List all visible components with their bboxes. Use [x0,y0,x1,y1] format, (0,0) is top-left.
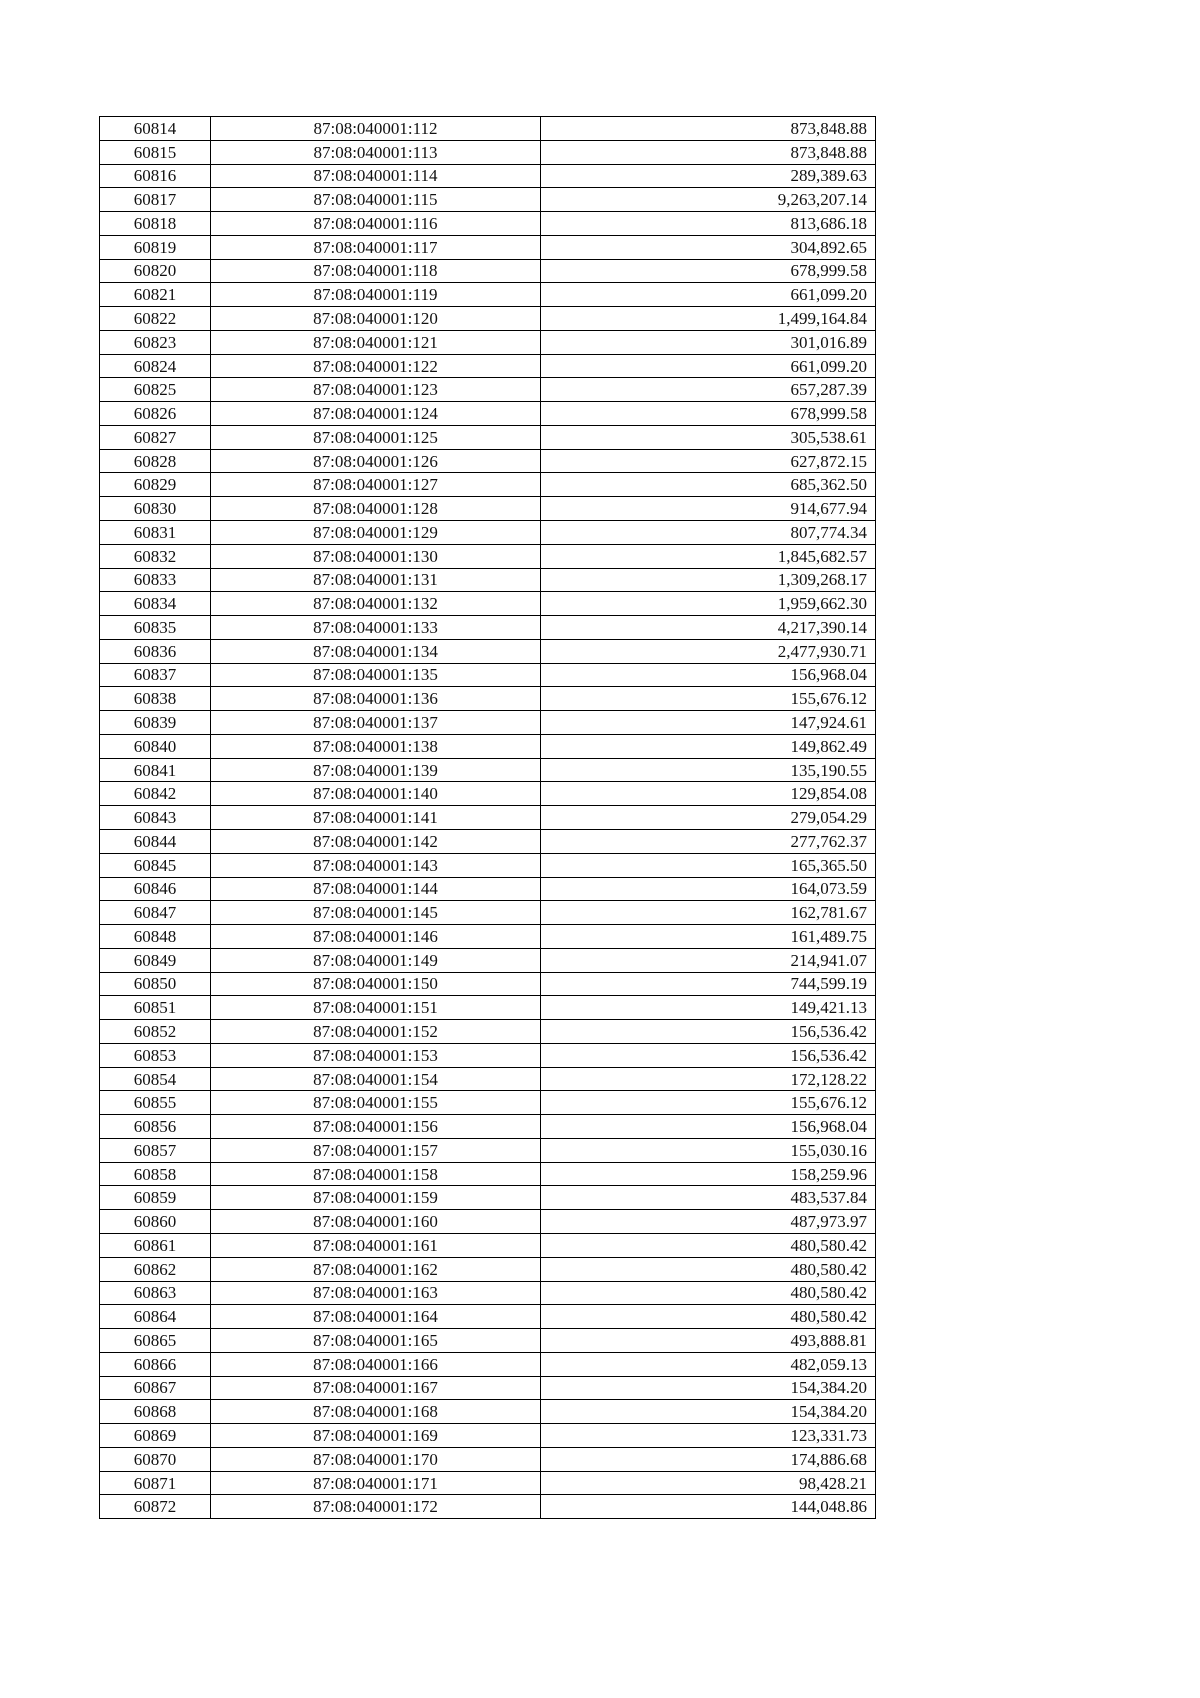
table-body [100,117,876,1519]
row-number-cell: 60859 [100,1186,211,1210]
table-row [100,829,876,853]
cadastral-number-cell: 87:08:040001:125 [211,425,541,449]
row-number-cell: 60818 [100,212,211,236]
cadastral-number-cell: 87:08:040001:146 [211,925,541,949]
cadastral-number-cell: 87:08:040001:137 [211,711,541,735]
table-row [100,1210,876,1234]
value-cell: 135,190.55 [541,758,876,782]
row-number-cell: 60829 [100,473,211,497]
value-cell: 914,677.94 [541,497,876,521]
row-number-cell: 60851 [100,996,211,1020]
table-row [100,259,876,283]
cadastral-value-table [99,116,876,1519]
value-cell: 873,848.88 [541,140,876,164]
table-row [100,1471,876,1495]
cadastral-number-cell: 87:08:040001:162 [211,1257,541,1281]
table-row [100,330,876,354]
cadastral-number-cell: 87:08:040001:126 [211,449,541,473]
cadastral-number-cell: 87:08:040001:152 [211,1020,541,1044]
cadastral-number-cell: 87:08:040001:127 [211,473,541,497]
cadastral-number-cell: 87:08:040001:123 [211,378,541,402]
row-number-cell: 60869 [100,1424,211,1448]
value-cell: 627,872.15 [541,449,876,473]
row-number-cell: 60817 [100,188,211,212]
table-row [100,354,876,378]
cadastral-number-cell: 87:08:040001:157 [211,1138,541,1162]
value-cell: 156,968.04 [541,663,876,687]
cadastral-number-cell: 87:08:040001:130 [211,544,541,568]
row-number-cell: 60872 [100,1495,211,1519]
row-number-cell: 60868 [100,1400,211,1424]
cadastral-number-cell: 87:08:040001:171 [211,1471,541,1495]
cadastral-number-cell: 87:08:040001:170 [211,1447,541,1471]
table-row [100,544,876,568]
cadastral-number-cell: 87:08:040001:118 [211,259,541,283]
table-row [100,140,876,164]
value-cell: 678,999.58 [541,259,876,283]
table-row [100,639,876,663]
table-row [100,877,876,901]
cadastral-number-cell: 87:08:040001:120 [211,307,541,331]
row-number-cell: 60837 [100,663,211,687]
row-number-cell: 60846 [100,877,211,901]
value-cell: 172,128.22 [541,1067,876,1091]
cadastral-number-cell: 87:08:040001:135 [211,663,541,687]
value-cell: 129,854.08 [541,782,876,806]
table-row [100,948,876,972]
row-number-cell: 60834 [100,592,211,616]
table-row [100,972,876,996]
cadastral-number-cell: 87:08:040001:132 [211,592,541,616]
row-number-cell: 60820 [100,259,211,283]
table-row [100,1257,876,1281]
value-cell: 4,217,390.14 [541,616,876,640]
cadastral-number-cell: 87:08:040001:163 [211,1281,541,1305]
table-row [100,1447,876,1471]
cadastral-number-cell: 87:08:040001:158 [211,1162,541,1186]
row-number-cell: 60856 [100,1115,211,1139]
row-number-cell: 60849 [100,948,211,972]
table-row [100,734,876,758]
table-row [100,235,876,259]
row-number-cell: 60845 [100,853,211,877]
row-number-cell: 60857 [100,1138,211,1162]
row-number-cell: 60861 [100,1233,211,1257]
value-cell: 289,389.63 [541,164,876,188]
cadastral-number-cell: 87:08:040001:150 [211,972,541,996]
row-number-cell: 60836 [100,639,211,663]
value-cell: 480,580.42 [541,1257,876,1281]
row-number-cell: 60866 [100,1352,211,1376]
table-row [100,806,876,830]
row-number-cell: 60825 [100,378,211,402]
row-number-cell: 60867 [100,1376,211,1400]
cadastral-number-cell: 87:08:040001:116 [211,212,541,236]
row-number-cell: 60831 [100,521,211,545]
value-cell: 1,959,662.30 [541,592,876,616]
table-row [100,711,876,735]
row-number-cell: 60865 [100,1329,211,1353]
value-cell: 657,287.39 [541,378,876,402]
value-cell: 155,030.16 [541,1138,876,1162]
cadastral-number-cell: 87:08:040001:156 [211,1115,541,1139]
cadastral-number-cell: 87:08:040001:172 [211,1495,541,1519]
cadastral-number-cell: 87:08:040001:141 [211,806,541,830]
cadastral-number-cell: 87:08:040001:124 [211,402,541,426]
value-cell: 149,862.49 [541,734,876,758]
table-row [100,188,876,212]
table-row [100,1186,876,1210]
table-row [100,616,876,640]
value-cell: 678,999.58 [541,402,876,426]
row-number-cell: 60840 [100,734,211,758]
value-cell: 807,774.34 [541,521,876,545]
row-number-cell: 60864 [100,1305,211,1329]
value-cell: 301,016.89 [541,330,876,354]
cadastral-number-cell: 87:08:040001:128 [211,497,541,521]
value-cell: 98,428.21 [541,1471,876,1495]
row-number-cell: 60871 [100,1471,211,1495]
row-number-cell: 60855 [100,1091,211,1115]
row-number-cell: 60822 [100,307,211,331]
row-number-cell: 60838 [100,687,211,711]
cadastral-number-cell: 87:08:040001:149 [211,948,541,972]
table-row [100,1495,876,1519]
table-row [100,425,876,449]
cadastral-number-cell: 87:08:040001:113 [211,140,541,164]
value-cell: 304,892.65 [541,235,876,259]
row-number-cell: 60858 [100,1162,211,1186]
value-cell: 156,536.42 [541,1043,876,1067]
table-row [100,996,876,1020]
table-row [100,212,876,236]
value-cell: 487,973.97 [541,1210,876,1234]
table-row [100,1162,876,1186]
table-row [100,687,876,711]
value-cell: 155,676.12 [541,1091,876,1115]
value-cell: 164,073.59 [541,877,876,901]
table-row [100,592,876,616]
row-number-cell: 60823 [100,330,211,354]
table-row [100,1043,876,1067]
row-number-cell: 60832 [100,544,211,568]
value-cell: 165,365.50 [541,853,876,877]
row-number-cell: 60830 [100,497,211,521]
cadastral-number-cell: 87:08:040001:151 [211,996,541,1020]
row-number-cell: 60853 [100,1043,211,1067]
value-cell: 493,888.81 [541,1329,876,1353]
row-number-cell: 60839 [100,711,211,735]
cadastral-number-cell: 87:08:040001:161 [211,1233,541,1257]
cadastral-number-cell: 87:08:040001:117 [211,235,541,259]
table-row [100,449,876,473]
value-cell: 156,968.04 [541,1115,876,1139]
cadastral-number-cell: 87:08:040001:164 [211,1305,541,1329]
value-cell: 2,477,930.71 [541,639,876,663]
table-row [100,1281,876,1305]
value-cell: 162,781.67 [541,901,876,925]
table-row [100,473,876,497]
value-cell: 147,924.61 [541,711,876,735]
cadastral-number-cell: 87:08:040001:112 [211,117,541,141]
value-cell: 480,580.42 [541,1281,876,1305]
table-row [100,1352,876,1376]
row-number-cell: 60814 [100,117,211,141]
value-cell: 1,309,268.17 [541,568,876,592]
row-number-cell: 60847 [100,901,211,925]
value-cell: 277,762.37 [541,829,876,853]
table-row [100,758,876,782]
cadastral-number-cell: 87:08:040001:166 [211,1352,541,1376]
table-row [100,497,876,521]
value-cell: 214,941.07 [541,948,876,972]
table-row [100,925,876,949]
cadastral-number-cell: 87:08:040001:139 [211,758,541,782]
row-number-cell: 60842 [100,782,211,806]
cadastral-number-cell: 87:08:040001:136 [211,687,541,711]
row-number-cell: 60848 [100,925,211,949]
value-cell: 813,686.18 [541,212,876,236]
row-number-cell: 60863 [100,1281,211,1305]
cadastral-number-cell: 87:08:040001:115 [211,188,541,212]
table-row [100,378,876,402]
cadastral-number-cell: 87:08:040001:133 [211,616,541,640]
table-row [100,283,876,307]
value-cell: 149,421.13 [541,996,876,1020]
table-row [100,1305,876,1329]
row-number-cell: 60821 [100,283,211,307]
cadastral-number-cell: 87:08:040001:121 [211,330,541,354]
table-row [100,853,876,877]
value-cell: 873,848.88 [541,117,876,141]
row-number-cell: 60815 [100,140,211,164]
cadastral-number-cell: 87:08:040001:119 [211,283,541,307]
cadastral-number-cell: 87:08:040001:165 [211,1329,541,1353]
table-row [100,568,876,592]
cadastral-number-cell: 87:08:040001:143 [211,853,541,877]
row-number-cell: 60850 [100,972,211,996]
cadastral-number-cell: 87:08:040001:114 [211,164,541,188]
value-cell: 685,362.50 [541,473,876,497]
row-number-cell: 60833 [100,568,211,592]
row-number-cell: 60828 [100,449,211,473]
cadastral-number-cell: 87:08:040001:122 [211,354,541,378]
value-cell: 9,263,207.14 [541,188,876,212]
table-row [100,1138,876,1162]
table-row [100,1020,876,1044]
table-row [100,901,876,925]
row-number-cell: 60870 [100,1447,211,1471]
cadastral-number-cell: 87:08:040001:159 [211,1186,541,1210]
cadastral-number-cell: 87:08:040001:167 [211,1376,541,1400]
value-cell: 661,099.20 [541,354,876,378]
value-cell: 144,048.86 [541,1495,876,1519]
cadastral-number-cell: 87:08:040001:169 [211,1424,541,1448]
cadastral-number-cell: 87:08:040001:154 [211,1067,541,1091]
row-number-cell: 60862 [100,1257,211,1281]
table-row [100,1424,876,1448]
row-number-cell: 60843 [100,806,211,830]
table-row [100,1091,876,1115]
table-row [100,1115,876,1139]
table-row [100,1233,876,1257]
row-number-cell: 60860 [100,1210,211,1234]
cadastral-number-cell: 87:08:040001:140 [211,782,541,806]
value-cell: 482,059.13 [541,1352,876,1376]
row-number-cell: 60841 [100,758,211,782]
cadastral-number-cell: 87:08:040001:168 [211,1400,541,1424]
value-cell: 480,580.42 [541,1233,876,1257]
row-number-cell: 60835 [100,616,211,640]
value-cell: 305,538.61 [541,425,876,449]
value-cell: 154,384.20 [541,1376,876,1400]
row-number-cell: 60852 [100,1020,211,1044]
value-cell: 156,536.42 [541,1020,876,1044]
row-number-cell: 60816 [100,164,211,188]
table-row [100,164,876,188]
value-cell: 661,099.20 [541,283,876,307]
cadastral-number-cell: 87:08:040001:153 [211,1043,541,1067]
value-cell: 480,580.42 [541,1305,876,1329]
value-cell: 1,499,164.84 [541,307,876,331]
table-row [100,307,876,331]
cadastral-number-cell: 87:08:040001:131 [211,568,541,592]
row-number-cell: 60844 [100,829,211,853]
cadastral-number-cell: 87:08:040001:138 [211,734,541,758]
value-cell: 174,886.68 [541,1447,876,1471]
cadastral-number-cell: 87:08:040001:144 [211,877,541,901]
row-number-cell: 60827 [100,425,211,449]
row-number-cell: 60826 [100,402,211,426]
row-number-cell: 60819 [100,235,211,259]
value-cell: 154,384.20 [541,1400,876,1424]
value-cell: 279,054.29 [541,806,876,830]
value-cell: 161,489.75 [541,925,876,949]
value-cell: 483,537.84 [541,1186,876,1210]
cadastral-number-cell: 87:08:040001:160 [211,1210,541,1234]
row-number-cell: 60854 [100,1067,211,1091]
table-row [100,521,876,545]
table-row [100,663,876,687]
value-cell: 1,845,682.57 [541,544,876,568]
cadastral-number-cell: 87:08:040001:134 [211,639,541,663]
value-cell: 155,676.12 [541,687,876,711]
row-number-cell: 60824 [100,354,211,378]
table-row [100,1067,876,1091]
value-cell: 744,599.19 [541,972,876,996]
cadastral-number-cell: 87:08:040001:145 [211,901,541,925]
table-row [100,1329,876,1353]
cadastral-number-cell: 87:08:040001:142 [211,829,541,853]
table-row [100,1400,876,1424]
value-cell: 123,331.73 [541,1424,876,1448]
cadastral-number-cell: 87:08:040001:155 [211,1091,541,1115]
table-row [100,117,876,141]
cadastral-number-cell: 87:08:040001:129 [211,521,541,545]
table-row [100,782,876,806]
value-cell: 158,259.96 [541,1162,876,1186]
table-row [100,1376,876,1400]
table-row [100,402,876,426]
